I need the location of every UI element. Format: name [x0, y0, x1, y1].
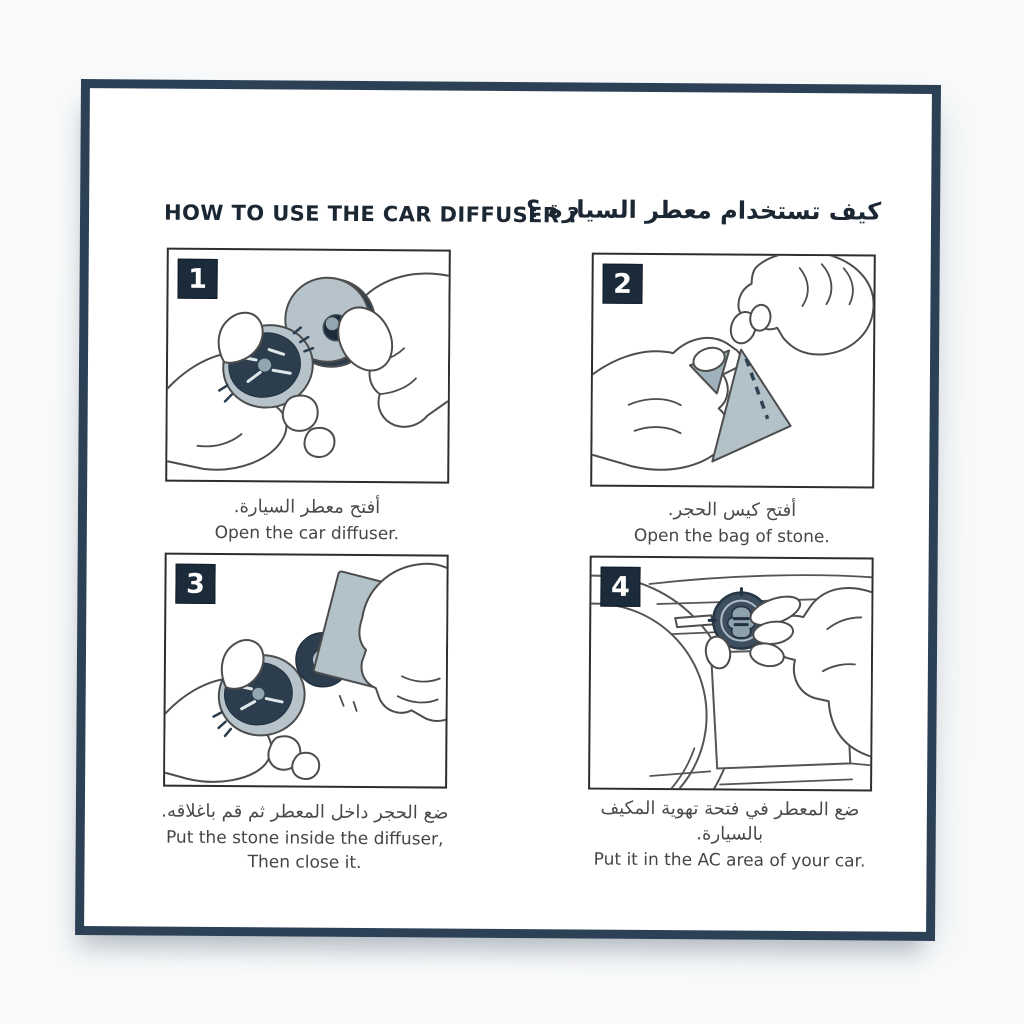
step-2-caption-english: Open the bag of stone.	[633, 526, 830, 548]
title-arabic: كيف تستخدام معطر السيارة ؟	[525, 195, 882, 226]
step-4-caption-arabic: ضع المعطر في فتحة تهوية المكيف بالسيارة.	[600, 797, 860, 845]
knuckle-marks	[340, 696, 357, 711]
right-hand	[727, 255, 874, 355]
step-3-number-badge: 3	[175, 564, 215, 604]
step-3-caption-english: Put the stone inside the diffuser, Then close it.	[165, 827, 444, 873]
step-2-number-badge: 2	[602, 264, 642, 304]
instruction-card	[75, 79, 941, 941]
step-4-caption	[572, 795, 887, 874]
step-4-number-badge: 4	[600, 567, 640, 607]
curled-fingertips	[283, 395, 335, 457]
title-english: HOW TO USE THE CAR DIFFUSER ?	[163, 200, 580, 228]
step-1-caption-arabic: أفتح معطر السيارة.	[233, 496, 381, 519]
step-1-number-badge: 1	[177, 259, 217, 299]
step-4-caption-english: Put it in the AC area of your car.	[593, 849, 866, 872]
step-1-panel	[165, 248, 451, 484]
curled-fingertips	[268, 736, 319, 779]
step-1-caption-english: Open the car diffuser.	[214, 523, 400, 545]
step-1-caption	[157, 494, 457, 548]
step-4-panel	[588, 556, 874, 792]
step-2-caption	[582, 497, 882, 551]
step-2-panel	[590, 253, 876, 489]
step-3-panel	[163, 553, 449, 789]
step-3-caption-arabic: ضع الحجر داخل المعطر ثم قم باغلاقه.	[161, 800, 449, 824]
step-3-caption	[134, 798, 475, 876]
step-2-caption-arabic: أفتح كيس الحجر.	[667, 499, 797, 522]
